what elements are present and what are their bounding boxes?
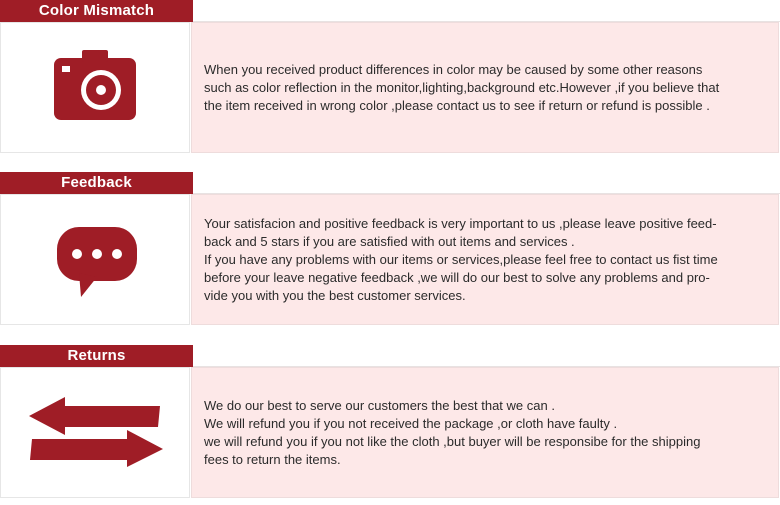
section-title: Color Mismatch [0, 0, 193, 22]
section-header [0, 0, 780, 22]
description-text [192, 215, 732, 305]
camera-icon [54, 50, 136, 120]
text-line: We do our best to serve our customers the best that we can . [204, 397, 555, 413]
text-line: the item received in wrong color ,please contact us to see if return or refund is possible . [204, 97, 710, 113]
description-panel [191, 22, 779, 153]
description-panel [191, 194, 779, 325]
text-line: fees to return the items. [204, 451, 341, 467]
text-line: back and 5 stars if you are satisfied with out items and services . [204, 233, 575, 249]
exchange-arrows-icon [29, 397, 163, 467]
description-text [192, 397, 714, 469]
text-line: We will refund you if you not received the package ,or cloth have faulty . [204, 415, 618, 431]
section-title: Feedback [0, 172, 193, 194]
text-line: If you have any problems with our items or services,please feel free to contact us fist time [204, 251, 718, 267]
feedback-section [0, 172, 780, 325]
icon-cell [0, 194, 190, 325]
description-panel [191, 367, 779, 498]
text-line: Your satisfacion and positive feedback is very important to us ,please leave positive feed- [204, 215, 717, 231]
text-line: When you received product differences in color may be caused by some other reasons [204, 61, 703, 77]
section-header [0, 172, 780, 194]
text-line: we will refund you if you not like the cloth ,but buyer will be responsibe for the shipping [204, 433, 701, 449]
section-title: Returns [0, 345, 193, 367]
text-line: before your leave negative feedback ,we will do our best to solve any problems and pro- [204, 269, 710, 285]
color-mismatch-section [0, 0, 780, 153]
description-text [192, 61, 733, 115]
section-header [0, 345, 780, 367]
icon-cell [0, 367, 190, 498]
chat-bubble-icon [57, 227, 137, 297]
returns-section [0, 345, 780, 498]
text-line: such as color reflection in the monitor,lighting,background etc.However ,if you believe that [204, 79, 720, 95]
text-line: vide you with you the best customer services. [204, 287, 466, 303]
icon-cell [0, 22, 190, 153]
